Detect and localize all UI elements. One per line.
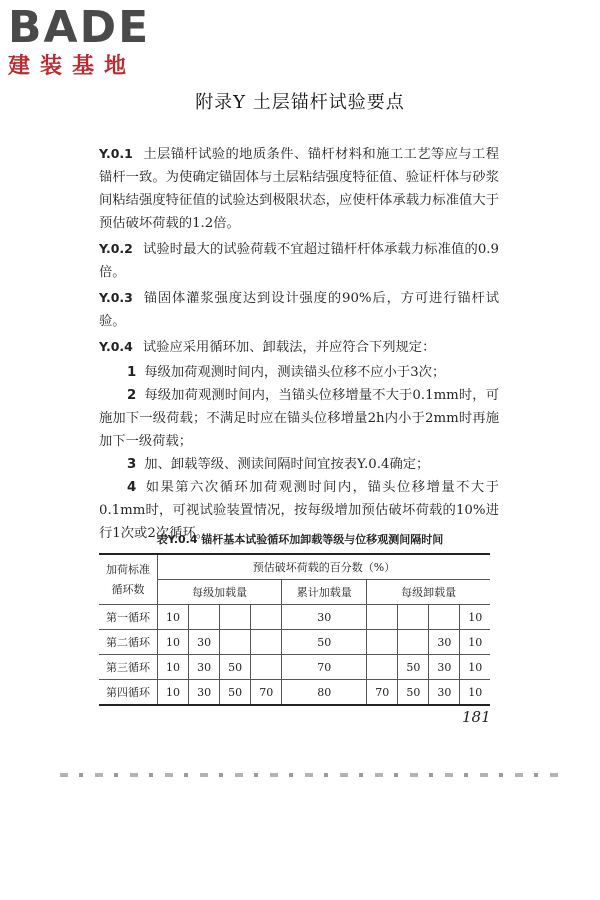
table-cell: 50 <box>398 680 429 706</box>
table-cell: 30 <box>282 605 367 630</box>
table-cell: 10 <box>158 680 189 706</box>
list-item-1 <box>99 361 499 384</box>
table-cell <box>220 605 251 630</box>
table-cell: 50 <box>398 655 429 680</box>
section-text: 试验应采用循环加、卸载法，并应符合下列规定： <box>142 340 436 355</box>
table-header-load: 每级加载量 <box>158 580 282 605</box>
table-cell: 30 <box>189 655 220 680</box>
table-row <box>99 630 490 655</box>
table-cell <box>367 655 398 680</box>
scan-artifact <box>60 773 560 777</box>
table-cell: 10 <box>158 655 189 680</box>
list-item-2 <box>99 384 499 453</box>
table-cell: 10 <box>460 630 490 655</box>
table-cell: 70 <box>367 680 398 706</box>
page-title: 附录Y 土层锚杆试验要点 <box>195 92 405 113</box>
row-label: 第二循环 <box>99 630 158 655</box>
table-cell: 30 <box>189 630 220 655</box>
item-number: 2 <box>127 388 137 403</box>
table-header-cumulative: 累计加载量 <box>282 580 367 605</box>
section-y04 <box>99 335 499 359</box>
table-row <box>99 605 490 630</box>
table-cell: 10 <box>158 630 189 655</box>
section-y02 <box>99 237 499 284</box>
table-cell: 30 <box>429 680 460 706</box>
table-cell <box>429 605 460 630</box>
row-label: 第一循环 <box>99 605 158 630</box>
table-cell <box>251 655 282 680</box>
table-row <box>99 680 490 706</box>
logo-text-cn: 建装基地 <box>8 54 137 79</box>
section-number: Y.0.3 <box>99 290 133 305</box>
list-item-3 <box>99 453 499 476</box>
table-cell: 70 <box>282 655 367 680</box>
item-text: 如果第六次循环加荷观测时间内，锚头位移增量不大于0.1mm时，可视试验装置情况，按每级增加预估破坏荷载的10%进行1次或2次循环。 <box>99 480 499 541</box>
table-cell <box>251 630 282 655</box>
table-header-top: 预估破坏荷载的百分数（%） <box>158 554 491 580</box>
item-number: 1 <box>127 365 137 380</box>
table-cell: 30 <box>429 655 460 680</box>
page-number: 181 <box>462 708 491 726</box>
table-cell <box>367 605 398 630</box>
table-row <box>99 655 490 680</box>
table-cell: 50 <box>282 630 367 655</box>
table-cell: 30 <box>429 630 460 655</box>
logo-text-en: BADE <box>8 2 151 53</box>
row-label: 第四循环 <box>99 680 158 706</box>
section-text: 试验时最大的试验荷载不宜超过锚杆杆体承载力标准值的0.9倍。 <box>99 242 499 280</box>
table-cell: 70 <box>251 680 282 706</box>
item-text: 每级加荷观测时间内，测读锚头位移不应小于3次； <box>144 365 446 380</box>
table-header-unload: 每级卸载量 <box>367 580 490 605</box>
section-y01 <box>99 142 499 235</box>
table-corner-header <box>99 554 158 605</box>
table-cell <box>398 630 429 655</box>
item-number: 3 <box>127 457 137 472</box>
table-cell <box>251 605 282 630</box>
table-cell <box>367 630 398 655</box>
logo <box>8 2 151 80</box>
item-text: 加、卸载等级、测读间隔时间宜按表Y.0.4确定； <box>144 457 430 472</box>
corner-label-line2: 循环数 <box>111 582 145 596</box>
section-text: 锚固体灌浆强度达到设计强度的90%后，方可进行锚杆试验。 <box>99 291 499 329</box>
table-cell <box>220 630 251 655</box>
section-text: 土层锚杆试验的地质条件、锚杆材料和施工工艺等应与工程锚杆一致。为使确定锚固体与土层粘结强度特征值、验证杆体与砂浆间粘结强度特征值的试验达到极限状态，应使杆体承载力标准值大于预估破坏荷载的1.2倍。 <box>99 147 499 231</box>
table-cell: 50 <box>220 680 251 706</box>
table-cell <box>398 605 429 630</box>
table-cell <box>189 605 220 630</box>
table-cell: 10 <box>460 605 490 630</box>
section-number: Y.0.4 <box>99 339 133 354</box>
table-caption: 表Y.0.4 锚杆基本试验循环加卸载等级与位移观测间隔时间 <box>156 533 444 546</box>
item-text: 每级加荷观测时间内，当锚头位移增量不大于0.1mm时，可施加下一级荷载；不满足时应在锚头位移增量2h内小于2mm时再施加下一级荷载； <box>99 388 499 449</box>
table-cell: 80 <box>282 680 367 706</box>
section-number: Y.0.1 <box>99 146 133 161</box>
section-number: Y.0.2 <box>99 241 133 256</box>
table-cell: 30 <box>189 680 220 706</box>
loading-table <box>99 553 490 706</box>
item-number: 4 <box>127 480 137 495</box>
section-y03 <box>99 286 499 333</box>
table-cell: 10 <box>158 605 189 630</box>
corner-label-line1: 加荷标准 <box>106 562 150 576</box>
row-label: 第三循环 <box>99 655 158 680</box>
body-text <box>99 142 499 545</box>
table-cell: 50 <box>220 655 251 680</box>
table-cell: 10 <box>460 680 490 706</box>
table-cell: 10 <box>460 655 490 680</box>
